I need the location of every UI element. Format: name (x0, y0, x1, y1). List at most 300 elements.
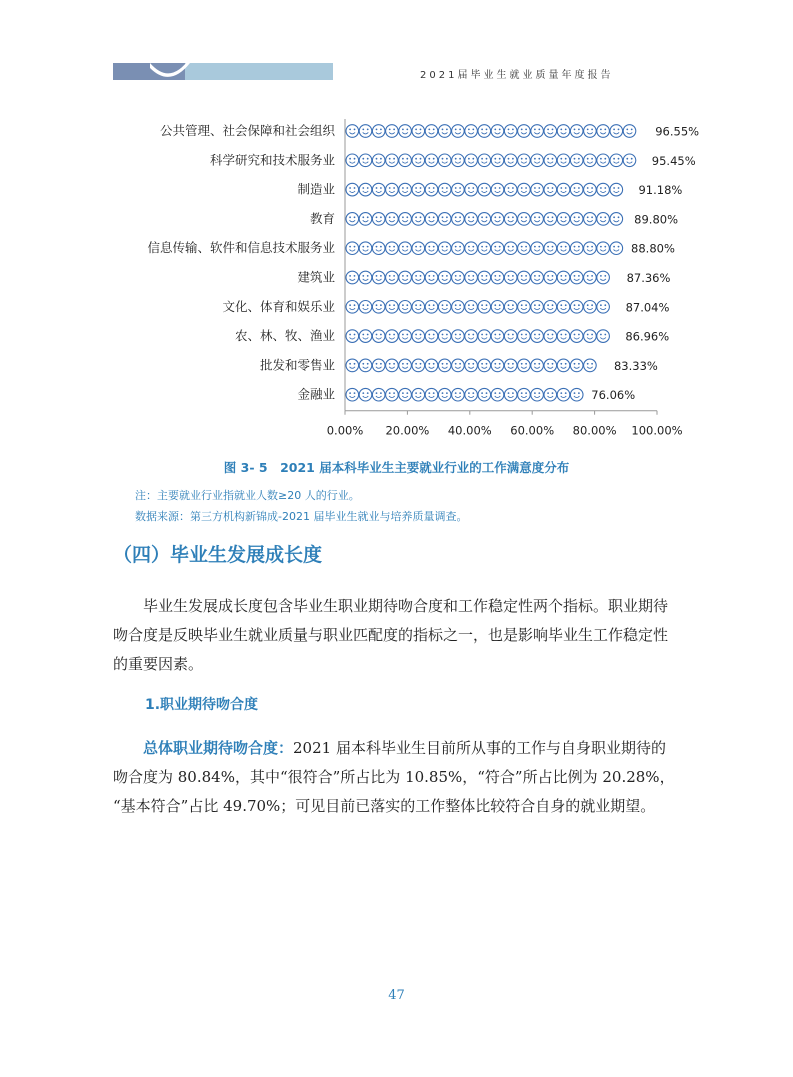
smiley-eye (455, 392, 457, 394)
smiley-eye (367, 158, 369, 160)
section-title: （四）毕业生发展成长度 (113, 544, 323, 566)
smiley-eye (442, 129, 444, 131)
smiley-eye (486, 275, 488, 277)
smiley-eye (591, 275, 593, 277)
smiley-face-outline (518, 183, 531, 196)
smiley-face-outline (597, 330, 610, 343)
smiley-eye (538, 304, 540, 306)
smiley-eye (534, 334, 536, 336)
smiley-icon (570, 125, 583, 138)
smiley-face-outline (623, 125, 636, 138)
smiley-icon (412, 242, 425, 255)
smiley-eye (402, 275, 404, 277)
x-tick-label: 80.00% (572, 423, 617, 438)
smiley-icon (412, 271, 425, 284)
smiley-face-outline (610, 242, 623, 255)
smiley-eye (578, 334, 580, 336)
smiley-face-outline (425, 388, 438, 401)
smiley-eye (455, 129, 457, 131)
smiley-face-outline (597, 125, 610, 138)
smiley-eye (459, 216, 461, 218)
smiley-icon (610, 125, 623, 138)
smiley-eye (508, 392, 510, 394)
satisfaction-bar-chart (0, 110, 793, 440)
smiley-face-outline (518, 301, 531, 314)
smiley-icon (544, 271, 557, 284)
smiley-face-outline (491, 125, 504, 138)
smiley-icon (504, 359, 517, 372)
smiley-eye (406, 246, 408, 248)
category-label: 金融业 (297, 386, 335, 402)
smiley-icon (452, 388, 465, 401)
smiley-eye (565, 216, 567, 218)
smiley-eye (538, 187, 540, 189)
smiley-face-outline (597, 242, 610, 255)
data-label: 76.06% (591, 388, 636, 403)
smiley-icon (518, 301, 531, 314)
figure-source: 数据来源：第三方机构新锦成-2021 届毕业生就业与培养质量调查。 (135, 510, 468, 523)
smiley-eye (547, 304, 549, 306)
smiley-eye (494, 334, 496, 336)
smiley-face-outline (346, 388, 359, 401)
smiley-eye (613, 187, 615, 189)
smiley-face-outline (478, 271, 491, 284)
smiley-eye (389, 246, 391, 248)
smiley-face-outline (438, 388, 451, 401)
smiley-face-outline (372, 125, 385, 138)
smiley-face-outline (412, 183, 425, 196)
smiley-icon (425, 271, 438, 284)
smiley-eye (618, 158, 620, 160)
smiley-face-outline (438, 213, 451, 226)
smiley-eye (380, 392, 382, 394)
smiley-eye (512, 334, 514, 336)
smiley-eye (428, 246, 430, 248)
smiley-face-outline (557, 271, 570, 284)
smiley-icon (518, 183, 531, 196)
smiley-icon (584, 301, 597, 314)
paragraph-line (113, 734, 693, 763)
smiley-eye (420, 187, 422, 189)
smiley-eye (512, 216, 514, 218)
smiley-icon (504, 330, 517, 343)
smiley-eye (455, 304, 457, 306)
smiley-face-outline (425, 301, 438, 314)
smiley-icon (518, 154, 531, 167)
smiley-eye (552, 392, 554, 394)
smiley-eye (538, 392, 540, 394)
smiley-eye (547, 334, 549, 336)
x-tick-label: 100.00% (631, 423, 683, 438)
smiley-eye (525, 334, 527, 336)
smiley-eye (547, 246, 549, 248)
smiley-icon (491, 183, 504, 196)
smiley-eye (512, 275, 514, 277)
smiley-face-outline (478, 183, 491, 196)
smiley-face-outline (504, 213, 517, 226)
smiley-icon (478, 154, 491, 167)
smiley-eye (420, 216, 422, 218)
smiley-face-outline (531, 125, 544, 138)
smiley-eye (560, 392, 562, 394)
smiley-icon (399, 242, 412, 255)
smiley-icon (531, 154, 544, 167)
smiley-eye (362, 334, 364, 336)
smiley-eye (560, 246, 562, 248)
smiley-eye (349, 334, 351, 336)
smiley-eye (512, 187, 514, 189)
smiley-face-outline (412, 359, 425, 372)
smiley-eye (376, 129, 378, 131)
smiley-face-outline (557, 359, 570, 372)
smiley-eye (525, 129, 527, 131)
smiley-eye (600, 187, 602, 189)
smiley-icon (412, 359, 425, 372)
smiley-eye (354, 187, 356, 189)
smiley-icon (623, 154, 636, 167)
smiley-icon (557, 242, 570, 255)
smiley-eye (481, 246, 483, 248)
category-label: 公共管理、社会保障和社会组织 (159, 123, 335, 138)
smiley-eye (349, 363, 351, 365)
smiley-eye (459, 158, 461, 160)
smiley-icon (570, 330, 583, 343)
smiley-icon (491, 359, 504, 372)
smiley-eye (455, 158, 457, 160)
smiley-eye (376, 187, 378, 189)
smiley-face-outline (597, 271, 610, 284)
smiley-icon (504, 125, 517, 138)
smiley-eye (486, 129, 488, 131)
smiley-face-outline (372, 301, 385, 314)
smiley-icon (465, 242, 478, 255)
smiley-icon (346, 154, 359, 167)
smiley-icon (504, 271, 517, 284)
smiley-face-outline (359, 125, 372, 138)
smiley-eye (402, 363, 404, 365)
smiley-face-outline (518, 271, 531, 284)
subsection-title: 1.职业期待吻合度 (145, 697, 259, 713)
smiley-icon (584, 359, 597, 372)
smiley-eye (402, 246, 404, 248)
smiley-eye (591, 334, 593, 336)
smiley-face-outline (570, 125, 583, 138)
smiley-eye (446, 392, 448, 394)
smiley-icon (399, 301, 412, 314)
smiley-face-outline (570, 271, 583, 284)
smiley-eye (538, 158, 540, 160)
smiley-eye (433, 158, 435, 160)
smiley-eye (604, 246, 606, 248)
smiley-eye (446, 187, 448, 189)
smiley-eye (380, 275, 382, 277)
smiley-eye (560, 363, 562, 365)
smiley-eye (499, 334, 501, 336)
smiley-eye (362, 363, 364, 365)
smiley-eye (486, 158, 488, 160)
smiley-face-outline (465, 271, 478, 284)
smiley-icon (412, 154, 425, 167)
smiley-eye (446, 246, 448, 248)
smiley-icon (425, 388, 438, 401)
smiley-eye (486, 216, 488, 218)
smiley-icon (504, 388, 517, 401)
smiley-eye (486, 304, 488, 306)
smiley-face-outline (359, 154, 372, 167)
smiley-eye (525, 158, 527, 160)
smiley-eye (433, 187, 435, 189)
smiley-face-outline (570, 388, 583, 401)
smiley-icon (399, 154, 412, 167)
smiley-eye (521, 363, 523, 365)
smiley-eye (512, 304, 514, 306)
smiley-icon (452, 330, 465, 343)
smiley-eye (578, 275, 580, 277)
smiley-eye (406, 275, 408, 277)
smiley-eye (389, 187, 391, 189)
smiley-eye (560, 158, 562, 160)
smiley-face-outline (518, 125, 531, 138)
smiley-icon (478, 359, 491, 372)
smiley-eye (380, 129, 382, 131)
smiley-icon (491, 154, 504, 167)
bar-5 (346, 271, 609, 284)
smiley-eye (565, 129, 567, 131)
smiley-eye (600, 275, 602, 277)
smiley-eye (591, 304, 593, 306)
smiley-eye (472, 187, 474, 189)
smiley-eye (508, 216, 510, 218)
smiley-eye (512, 129, 514, 131)
smiley-eye (468, 187, 470, 189)
smiley-icon (544, 213, 557, 226)
smiley-eye (376, 392, 378, 394)
smiley-eye (574, 216, 576, 218)
smiley-face-outline (570, 242, 583, 255)
x-tick-label: 20.00% (385, 423, 430, 438)
smiley-icon (438, 125, 451, 138)
smiley-eye (591, 363, 593, 365)
smiley-eye (349, 158, 351, 160)
smiley-face-outline (518, 330, 531, 343)
smiley-eye (552, 275, 554, 277)
smiley-eye (446, 275, 448, 277)
smiley-face-outline (346, 242, 359, 255)
smiley-icon (399, 183, 412, 196)
smiley-face-outline (491, 213, 504, 226)
smiley-face-outline (465, 330, 478, 343)
smiley-eye (380, 363, 382, 365)
smiley-eye (362, 216, 364, 218)
smiley-eye (552, 158, 554, 160)
paragraph-line: 的重要因素。 (113, 655, 204, 673)
smiley-eye (591, 187, 593, 189)
smiley-face-outline (412, 271, 425, 284)
smiley-eye (547, 129, 549, 131)
smiley-eye (393, 392, 395, 394)
smiley-eye (525, 275, 527, 277)
smiley-face-outline (359, 271, 372, 284)
smiley-icon (372, 388, 385, 401)
smiley-eye (415, 158, 417, 160)
smiley-face-outline (359, 388, 372, 401)
smiley-eye (604, 187, 606, 189)
smiley-eye (613, 216, 615, 218)
smiley-eye (428, 216, 430, 218)
smiley-icon (346, 125, 359, 138)
smiley-icon (557, 183, 570, 196)
smiley-eye (442, 275, 444, 277)
smiley-face-outline (557, 154, 570, 167)
smiley-eye (354, 129, 356, 131)
smiley-eye (376, 158, 378, 160)
paragraph-line: “基本符合”占比 49.70%；可见目前已落实的工作整体比较符合自身的就业期望。 (113, 797, 656, 815)
smiley-eye (587, 187, 589, 189)
smiley-eye (415, 216, 417, 218)
smiley-icon (425, 154, 438, 167)
smiley-face-outline (570, 330, 583, 343)
smiley-icon (386, 125, 399, 138)
smiley-icon (359, 271, 372, 284)
smiley-face-outline (452, 125, 465, 138)
category-label: 科学研究和技术服务业 (209, 152, 335, 168)
smiley-eye (481, 363, 483, 365)
smiley-eye (494, 304, 496, 306)
smiley-icon (597, 271, 610, 284)
smiley-eye (393, 246, 395, 248)
smiley-eye (481, 275, 483, 277)
smiley-eye (389, 129, 391, 131)
smiley-face-outline (544, 359, 557, 372)
smiley-icon (438, 388, 451, 401)
smiley-icon (544, 301, 557, 314)
smiley-face-outline (425, 125, 438, 138)
smiley-eye (367, 216, 369, 218)
smiley-eye (565, 392, 567, 394)
smiley-icon (597, 154, 610, 167)
smiley-icon (386, 359, 399, 372)
smiley-face-outline (597, 301, 610, 314)
smiley-eye (486, 334, 488, 336)
smiley-eye (534, 392, 536, 394)
smiley-icon (438, 271, 451, 284)
smiley-eye (521, 275, 523, 277)
smiley-face-outline (425, 330, 438, 343)
smiley-eye (574, 363, 576, 365)
smiley-eye (560, 216, 562, 218)
smiley-eye (521, 187, 523, 189)
smiley-eye (578, 246, 580, 248)
smiley-eye (547, 275, 549, 277)
smiley-icon (465, 388, 478, 401)
smiley-eye (481, 304, 483, 306)
smiley-icon (425, 183, 438, 196)
smiley-eye (499, 216, 501, 218)
smiley-icon (346, 242, 359, 255)
smiley-face-outline (570, 213, 583, 226)
smiley-face-outline (544, 271, 557, 284)
smiley-face-outline (412, 125, 425, 138)
smiley-eye (349, 187, 351, 189)
smiley-face-outline (452, 388, 465, 401)
smiley-icon (386, 183, 399, 196)
smiley-eye (552, 363, 554, 365)
smiley-icon (386, 271, 399, 284)
smiley-eye (574, 246, 576, 248)
smiley-icon (531, 242, 544, 255)
smiley-eye (494, 187, 496, 189)
smiley-face-outline (452, 213, 465, 226)
smiley-eye (486, 363, 488, 365)
paragraph-line: 吻合度是反映毕业生就业质量与职业匹配度的指标之一，也是影响毕业生工作稳定性 (113, 626, 669, 644)
smiley-eye (600, 129, 602, 131)
smiley-eye (376, 363, 378, 365)
smiley-eye (578, 216, 580, 218)
smiley-eye (420, 129, 422, 131)
smiley-face-outline (425, 154, 438, 167)
smiley-icon (610, 213, 623, 226)
smiley-eye (446, 216, 448, 218)
smiley-eye (349, 275, 351, 277)
smiley-icon (412, 330, 425, 343)
bar-8 (346, 359, 596, 372)
smiley-eye (525, 304, 527, 306)
smiley-eye (433, 275, 435, 277)
smiley-face-outline (570, 154, 583, 167)
category-label: 文化、体育和娱乐业 (222, 298, 335, 314)
smiley-icon (570, 301, 583, 314)
smiley-icon (359, 330, 372, 343)
smiley-eye (380, 158, 382, 160)
smiley-eye (389, 363, 391, 365)
smiley-face-outline (491, 242, 504, 255)
smiley-eye (428, 392, 430, 394)
smiley-eye (415, 246, 417, 248)
smiley-eye (468, 392, 470, 394)
smiley-icon (478, 183, 491, 196)
smiley-face-outline (438, 301, 451, 314)
smiley-face-outline (478, 154, 491, 167)
smiley-face-outline (610, 213, 623, 226)
smiley-face-outline (412, 242, 425, 255)
smiley-face-outline (570, 301, 583, 314)
smiley-eye (349, 216, 351, 218)
smiley-eye (376, 275, 378, 277)
report-header-title: 2021届毕业生就业质量年度报告 (420, 70, 614, 81)
data-label: 91.18% (638, 183, 683, 198)
smiley-eye (428, 304, 430, 306)
smiley-eye (512, 246, 514, 248)
smiley-eye (587, 129, 589, 131)
smiley-eye (618, 187, 620, 189)
smiley-eye (486, 392, 488, 394)
smiley-icon (544, 388, 557, 401)
smiley-eye (367, 363, 369, 365)
smiley-icon (372, 154, 385, 167)
smiley-eye (393, 158, 395, 160)
smiley-eye (604, 216, 606, 218)
smiley-eye (393, 363, 395, 365)
smiley-icon (610, 183, 623, 196)
smiley-icon (425, 301, 438, 314)
smiley-icon (399, 388, 412, 401)
smiley-face-outline (544, 301, 557, 314)
smiley-eye (565, 275, 567, 277)
smiley-icon (359, 183, 372, 196)
smiley-icon (452, 154, 465, 167)
smiley-icon (491, 125, 504, 138)
smiley-face-outline (465, 301, 478, 314)
